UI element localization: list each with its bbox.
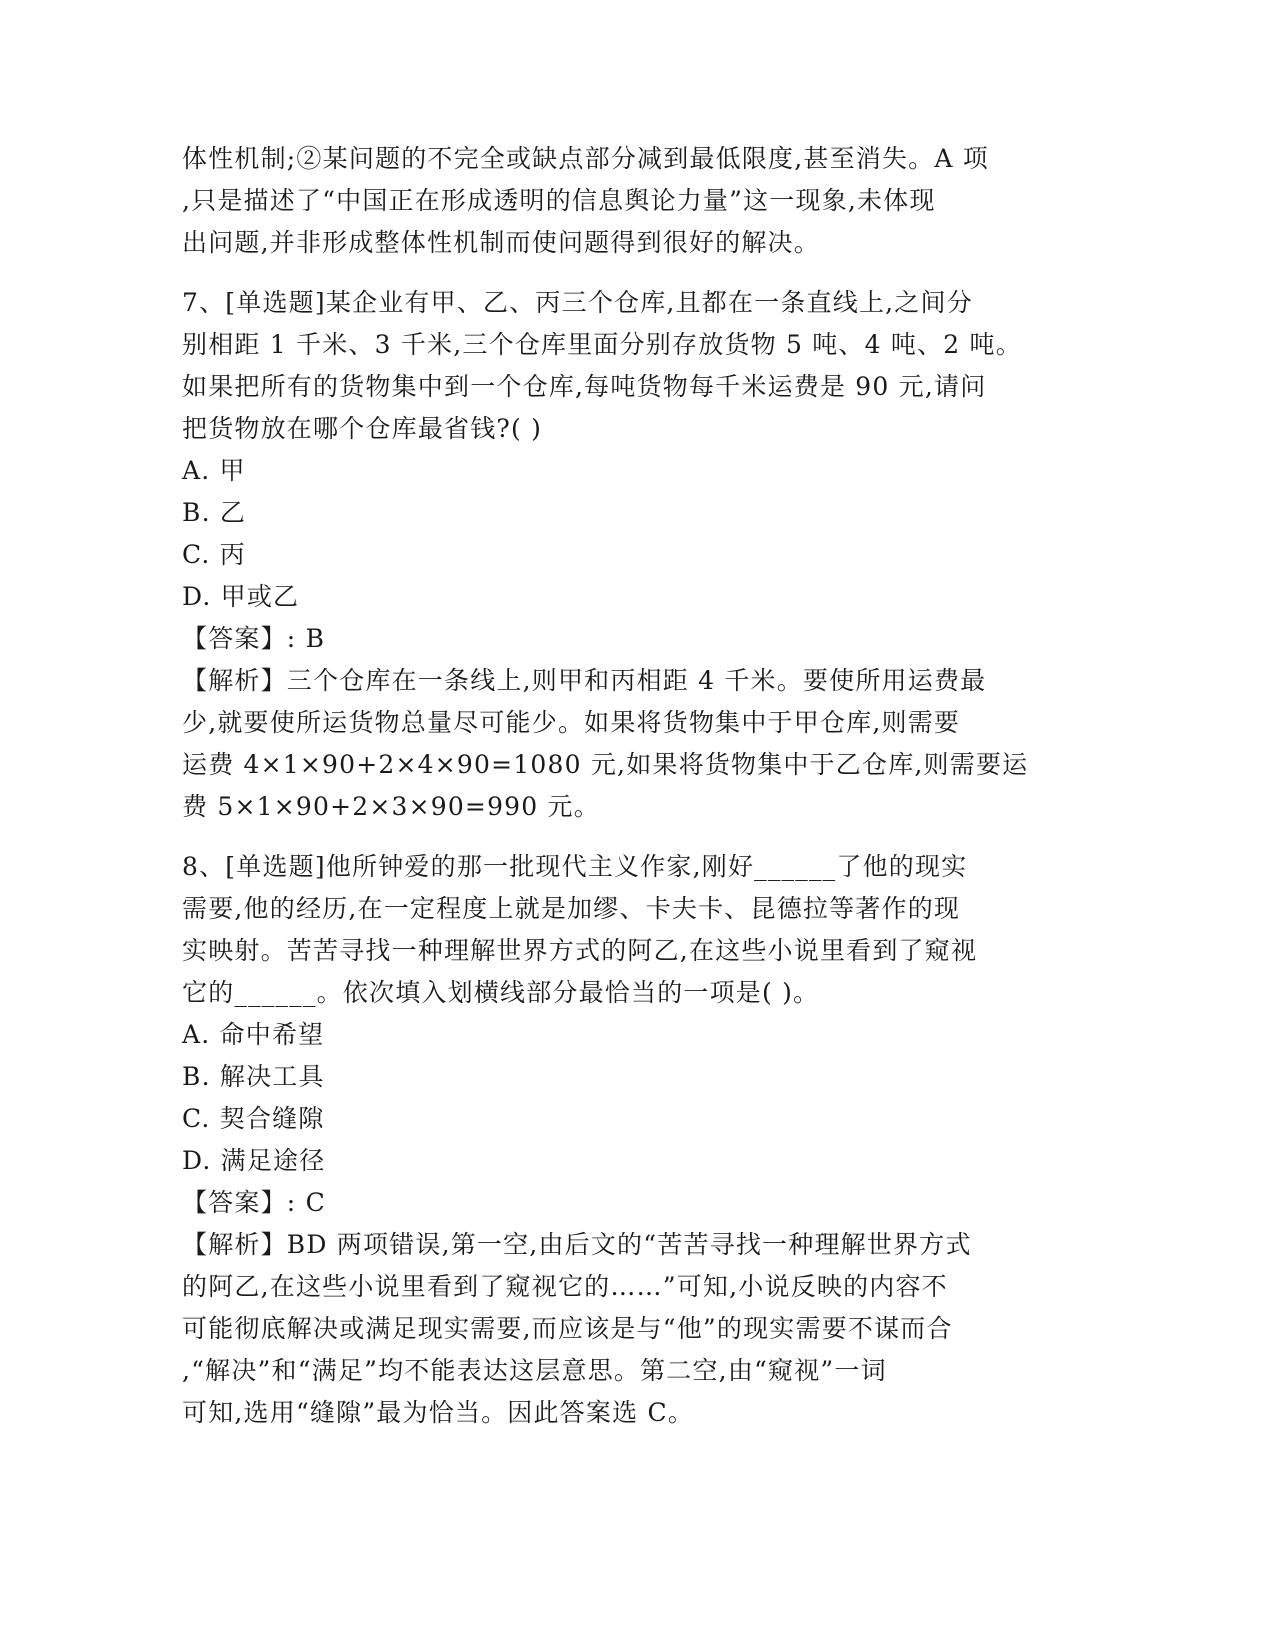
text-line: 出问题,并非形成整体性机制而使问题得到很好的解决。 bbox=[182, 228, 820, 257]
text-line: 别相距 1 千米、3 千米,三个仓库里面分别存放货物 5 吨、4 吨、2 吨。 bbox=[182, 330, 1022, 359]
text-line: ,“解决”和“满足”均不能表达这层意思。第二空,由“窥视”一词 bbox=[182, 1356, 887, 1385]
explanation bbox=[182, 1224, 1072, 1434]
option-c: C. 契合缝隙 bbox=[182, 1104, 325, 1133]
text-line: 的阿乙,在这些小说里看到了窥视它的……”可知,小说反映的内容不 bbox=[182, 1272, 948, 1301]
question-7-stem bbox=[182, 282, 1072, 450]
option-a: A. 甲 bbox=[182, 456, 246, 485]
answer-line: 【答案】: C bbox=[182, 1188, 326, 1217]
text-line: 可知,选用“缝隙”最为恰当。因此答案选 C。 bbox=[182, 1398, 694, 1427]
question-8 bbox=[182, 846, 1072, 1434]
option-b: B. 解决工具 bbox=[182, 1062, 325, 1091]
text-line: ,只是描述了“中国正在形成透明的信息舆论力量”这一现象,未体现 bbox=[182, 186, 936, 215]
option-d: D. 甲或乙 bbox=[182, 582, 300, 611]
question-8-stem bbox=[182, 846, 1072, 1014]
option-d: D. 满足途径 bbox=[182, 1146, 326, 1175]
option-a: A. 命中希望 bbox=[182, 1020, 325, 1049]
text-line: 它的______。依次填入划横线部分最恰当的一项是( )。 bbox=[182, 978, 820, 1007]
text-line: 7、[单选题]某企业有甲、乙、丙三个仓库,且都在一条直线上,之间分 bbox=[182, 288, 973, 317]
text-line: 8、[单选题]他所钟爱的那一批现代主义作家,刚好______了他的现实 bbox=[182, 852, 968, 881]
text-line: 把货物放在哪个仓库最省钱?( ) bbox=[182, 414, 543, 443]
document-page bbox=[182, 138, 1072, 1434]
text-line: 需要,他的经历,在一定程度上就是加缪、卡夫卡、昆德拉等著作的现 bbox=[182, 894, 961, 923]
question-7 bbox=[182, 282, 1072, 828]
previous-explanation bbox=[182, 138, 1072, 264]
text-line: 可能彻底解决或满足现实需要,而应该是与“他”的现实需要不谋而合 bbox=[182, 1314, 953, 1343]
text-line: 费 5×1×90+2×3×90=990 元。 bbox=[182, 792, 600, 821]
text-line: 少,就要使所运货物总量尽可能少。如果将货物集中于甲仓库,则需要 bbox=[182, 708, 961, 737]
text-line: 如果把所有的货物集中到一个仓库,每吨货物每千米运费是 90 元,请问 bbox=[182, 372, 987, 401]
option-b: B. 乙 bbox=[182, 498, 247, 527]
text-line: 运费 4×1×90+2×4×90=1080 元,如果将货物集中于乙仓库,则需要运 bbox=[182, 750, 1029, 779]
text-line: 实映射。苦苦寻找一种理解世界方式的阿乙,在这些小说里看到了窥视 bbox=[182, 936, 978, 965]
explanation bbox=[182, 660, 1072, 828]
answer-line: 【答案】: B bbox=[182, 624, 326, 653]
option-c: C. 丙 bbox=[182, 540, 246, 569]
text-line: 【解析】BD 两项错误,第一空,由后文的“苦苦寻找一种理解世界方式 bbox=[182, 1230, 972, 1259]
text-line: 【解析】三个仓库在一条线上,则甲和丙相距 4 千米。要使所用运费最 bbox=[182, 666, 987, 695]
text-line: 体性机制;②某问题的不完全或缺点部分减到最低限度,甚至消失。A 项 bbox=[182, 144, 989, 173]
